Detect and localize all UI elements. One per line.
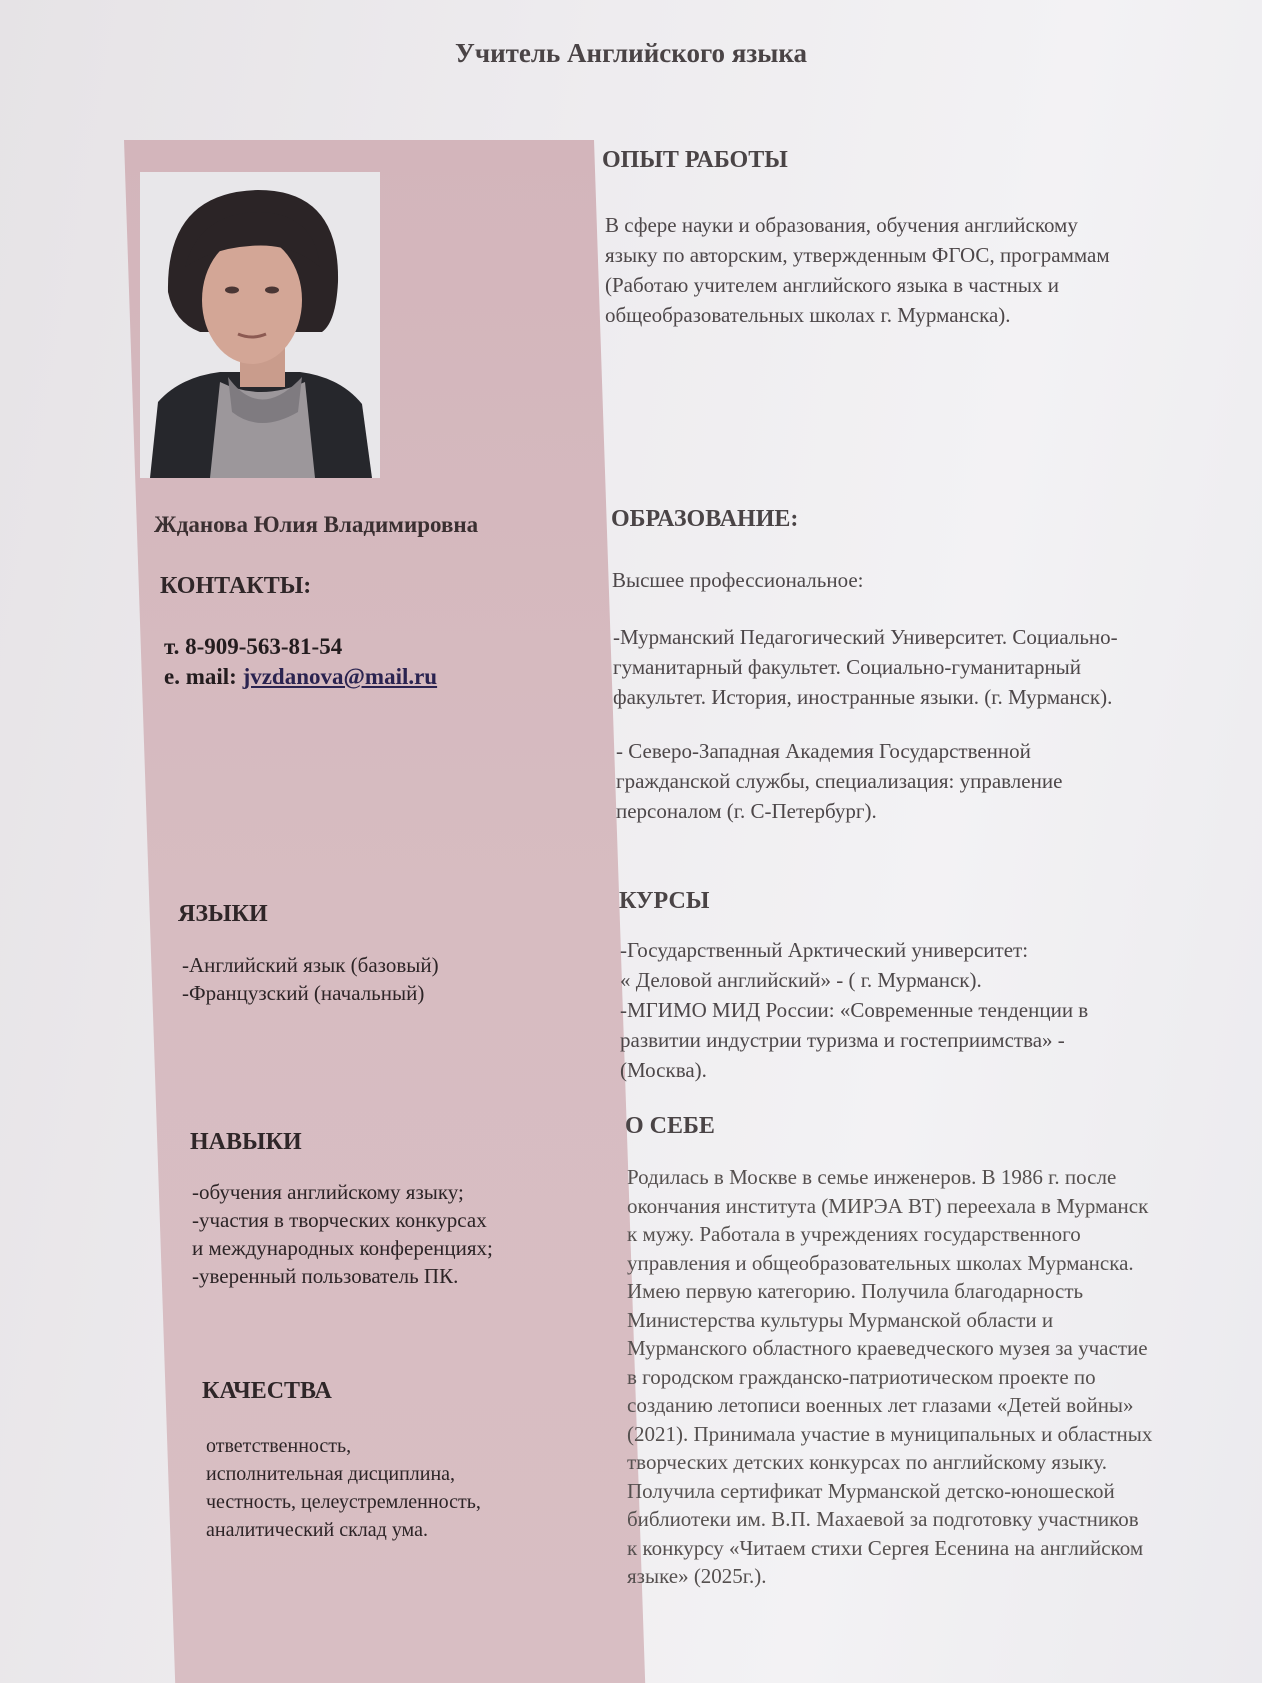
phone-number: т. 8-909-563-81-54 <box>164 634 343 659</box>
course-line: -Государственный Арктический университет: <box>620 938 1029 962</box>
about-line: Имею первую категорию. Получила благодарность <box>627 1279 1084 1303</box>
course-line: -МГИМО МИД России: «Современные тенденции в <box>620 998 1089 1022</box>
skills-heading: НАВЫКИ <box>190 1129 302 1155</box>
courses-text <box>620 935 1088 1085</box>
about-line: Министерства культуры Мурманской области и <box>627 1307 1054 1332</box>
experience-line: общеобразовательных школах г. Мурманска). <box>605 303 1011 327</box>
email-row <box>164 662 437 692</box>
language-item: -Французский (начальный) <box>182 981 425 1005</box>
about-line: созданию летописи военных лет глазами «Детей войны» <box>627 1393 1134 1417</box>
about-line: Мурманского областного краеведческого музея за участие <box>627 1336 1148 1360</box>
about-line: библиотеки им. В.П. Махаевой за подготовку участников <box>627 1507 1139 1531</box>
education-item-2 <box>616 736 1062 826</box>
about-line: языке» (2025г.). <box>627 1564 767 1588</box>
skill-line: -обучения английскому языку; <box>192 1180 464 1204</box>
course-line: (Москва). <box>620 1058 707 1082</box>
about-line: управления и общеобразовательных школах Мурманска. <box>627 1250 1134 1275</box>
skills-list <box>192 1178 493 1290</box>
education-item-1 <box>613 622 1118 712</box>
education-line: гражданской службы, специализация: управление <box>616 769 1063 793</box>
experience-text <box>605 210 1110 330</box>
portrait-photo <box>140 172 380 478</box>
email-label: e. mail: <box>164 664 243 689</box>
person-name: Жданова Юлия Владимировна <box>154 512 479 537</box>
qualities-heading: КАЧЕСТВА <box>202 1378 332 1404</box>
document-title: Учитель Английского языка <box>455 38 807 68</box>
languages-list <box>182 951 439 1007</box>
qualities-list <box>206 1432 481 1544</box>
contacts-block <box>164 632 437 692</box>
course-line: « Деловой английский» - ( г. Мурманск). <box>620 968 982 992</box>
quality-line: исполнительная дисциплина, <box>206 1463 456 1485</box>
skill-line: -уверенный пользователь ПК. <box>192 1264 459 1288</box>
skill-line: и международных конференциях; <box>192 1236 493 1260</box>
courses-heading: КУРСЫ <box>619 888 710 914</box>
experience-line: В сфере науки и образования, обучения английскому <box>605 213 1078 237</box>
about-line: Получила сертификат Мурманской детско-юношеской <box>627 1478 1115 1503</box>
education-line: факультет. История, иностранные языки. (г. Мурманск). <box>613 685 1113 709</box>
quality-line: аналитический склад ума. <box>206 1519 428 1541</box>
about-line: к конкурсу «Читаем стихи Сергея Есенина на английском <box>627 1535 1144 1560</box>
education-line: гуманитарный факультет. Социально-гуманитарный <box>613 655 1082 679</box>
education-heading: ОБРАЗОВАНИЕ: <box>611 506 799 532</box>
education-level: Высшее профессиональное: <box>612 568 864 592</box>
quality-line: ответственность, <box>206 1435 352 1457</box>
languages-heading: ЯЗЫКИ <box>178 901 268 927</box>
language-item: -Английский язык (базовый) <box>182 953 439 977</box>
about-text <box>627 1163 1152 1591</box>
experience-line: (Работаю учителем английского языка в частных и <box>605 273 1059 297</box>
email-link[interactable]: jvzdanova@mail.ru <box>242 664 438 689</box>
experience-line: языку по авторским, утвержденным ФГОС, программам <box>605 243 1110 267</box>
experience-heading: ОПЫТ РАБОТЫ <box>602 147 788 173</box>
about-line: (2021). Принимала участие в муниципальных и областных <box>627 1421 1153 1446</box>
skill-line: -участия в творческих конкурсах <box>192 1208 487 1232</box>
about-line: окончания института (МИРЭА ВТ) переехала в Мурманск <box>627 1193 1149 1218</box>
about-line: к мужу. Работала в учреждениях государственного <box>627 1222 1081 1246</box>
about-line: творческих детских конкурсах по английскому языку. <box>627 1450 1107 1474</box>
about-heading: О СЕБЕ <box>625 1113 715 1139</box>
quality-line: честность, целеустремленность, <box>206 1491 481 1513</box>
about-line: в городском гражданско-патриотическом проекте по <box>627 1364 1096 1389</box>
education-line: -Мурманский Педагогический Университет. Социально- <box>613 625 1118 649</box>
education-line: персоналом (г. С-Петербург). <box>616 799 877 823</box>
course-line: развитии индустрии туризма и гостеприимства» - <box>620 1028 1065 1052</box>
contacts-heading: КОНТАКТЫ: <box>160 573 312 599</box>
education-line: - Северо-Западная Академия Государственной <box>616 739 1031 763</box>
about-line: Родилась в Москве в семье инженеров. В 1986 г. после <box>627 1165 1117 1189</box>
